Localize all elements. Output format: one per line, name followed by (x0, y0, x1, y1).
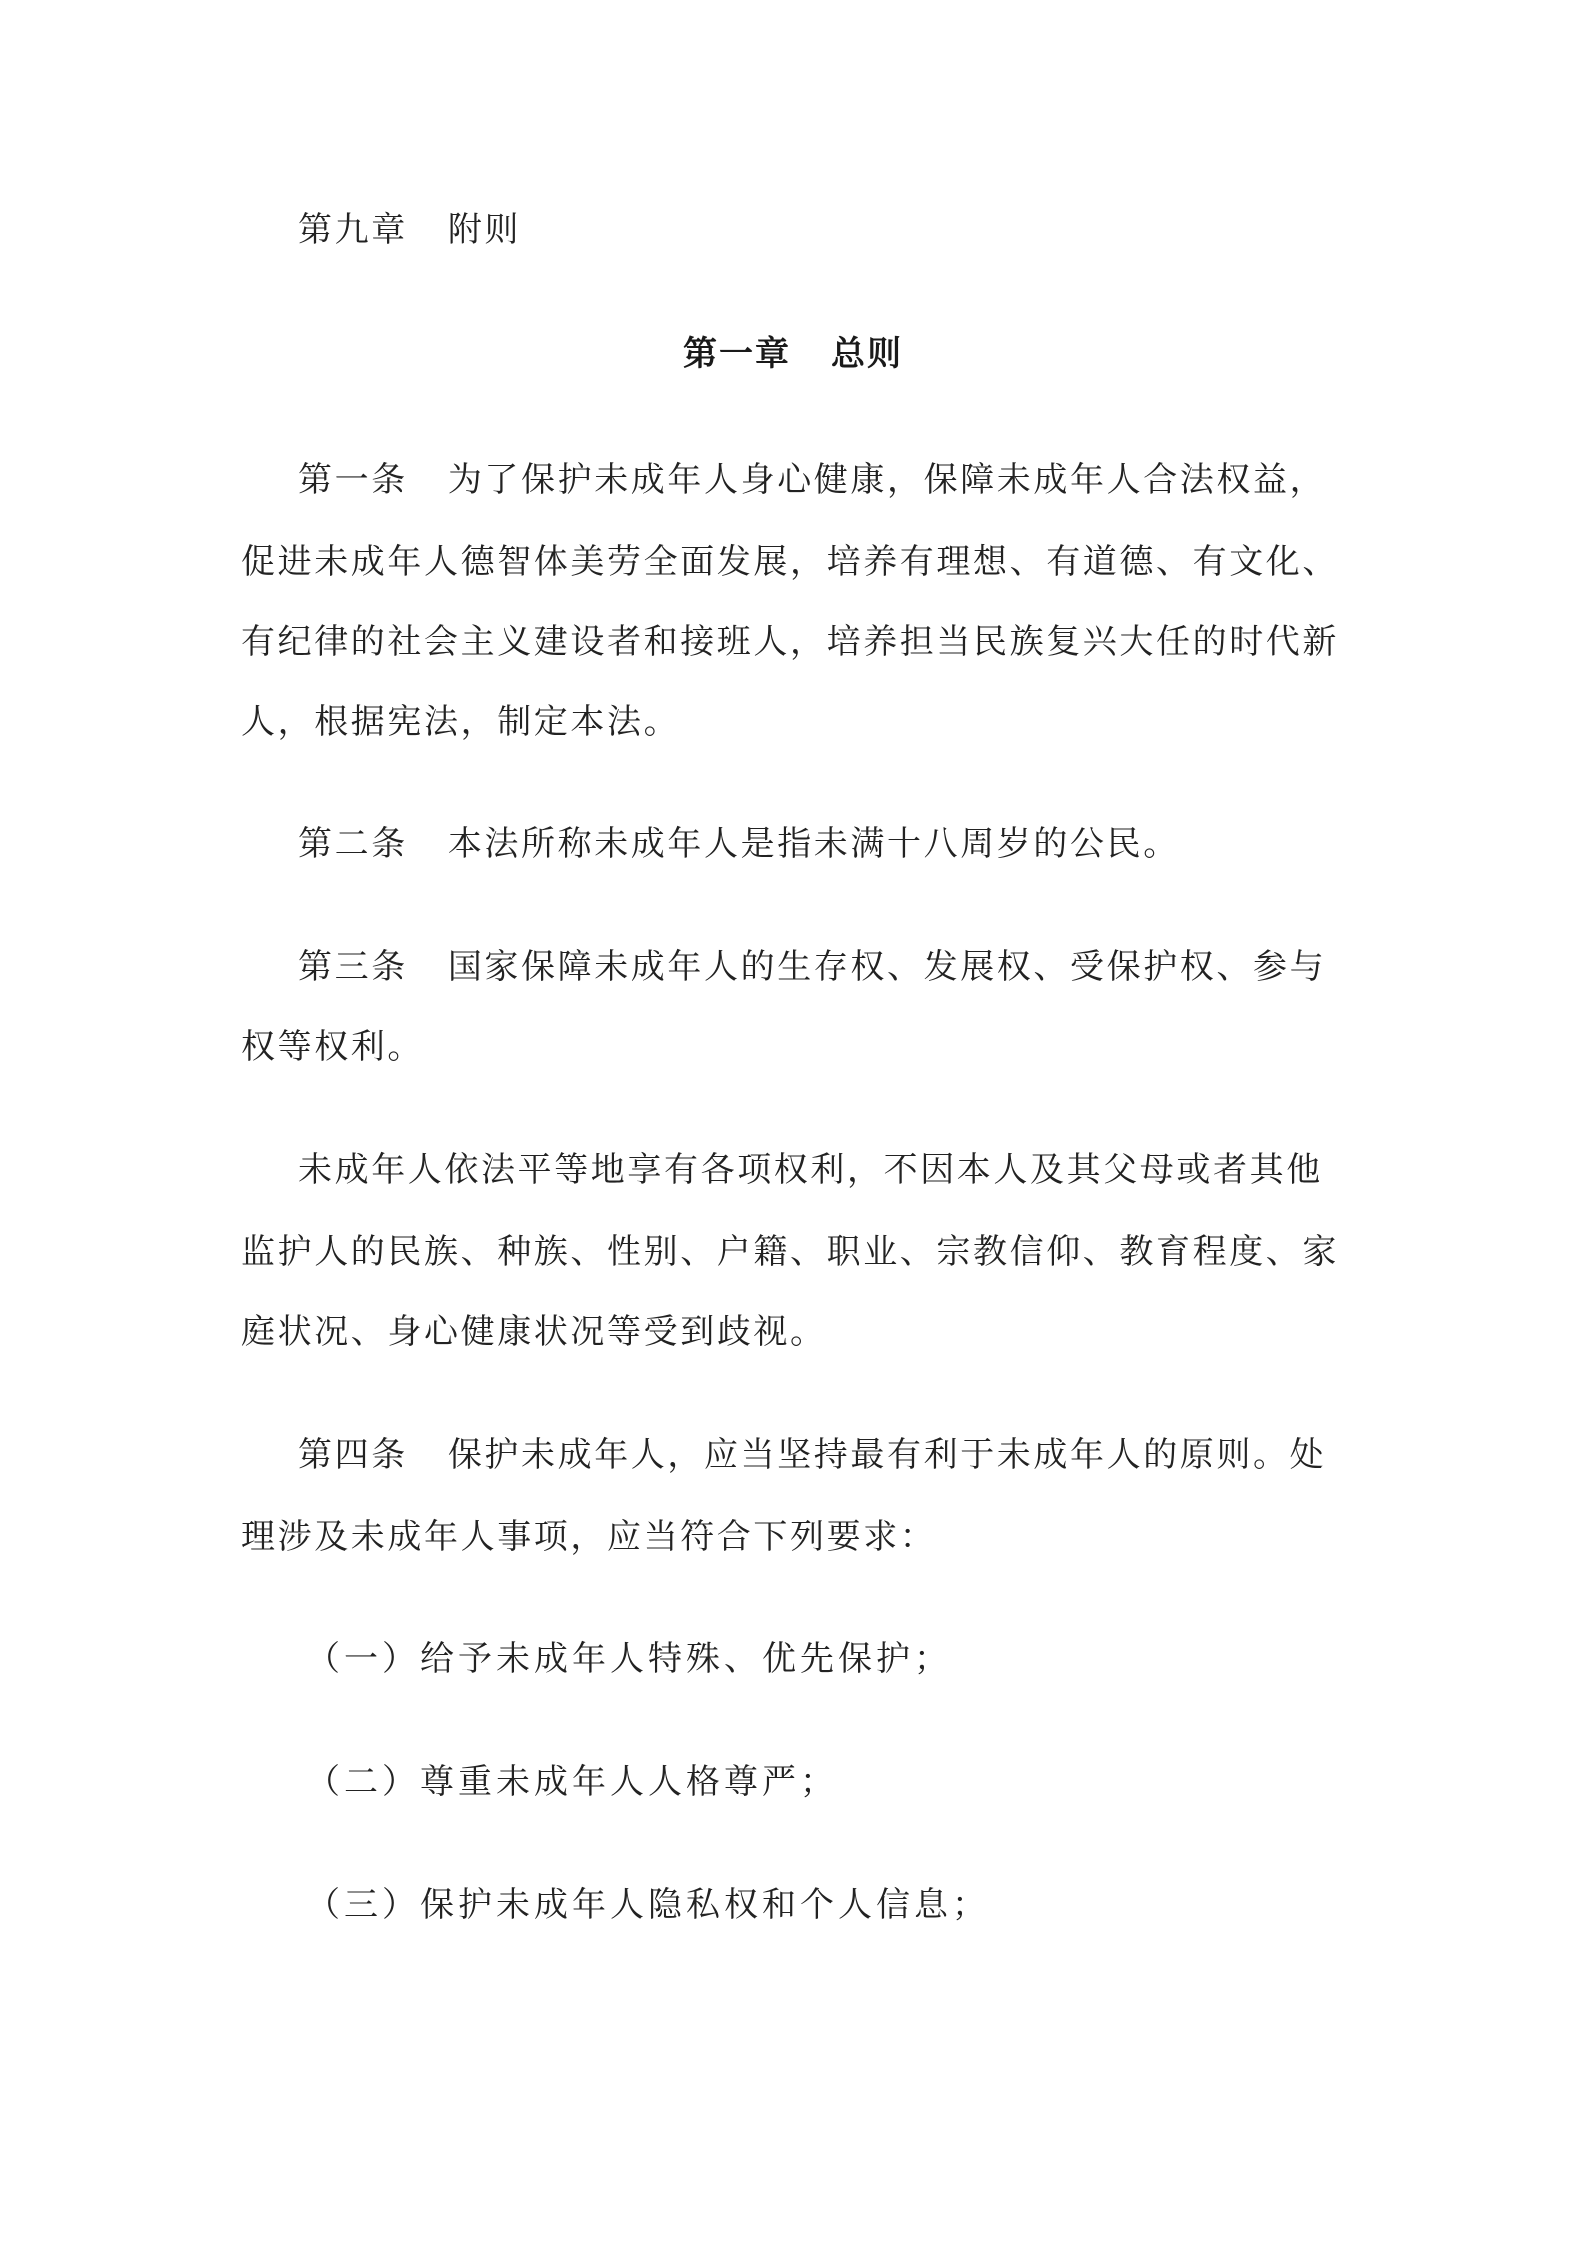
toc-entry-chapter-9 (298, 208, 1408, 252)
chapter-title: 总则 (831, 334, 903, 374)
toc-chapter-title: 附则 (447, 210, 522, 250)
list-item-2: （二）尊重未成年人人格尊严； (306, 1762, 838, 1802)
article-text: 国家保障未成年人的生存权、发展权、受保护权、参与 (447, 947, 1327, 987)
chapter-label: 第一章 (683, 334, 791, 374)
article-3-para-2-line-3: 庭状况、身心健康状况等受到歧视。 (241, 1312, 827, 1352)
article-1-line-2: 促进未成年人德智体美劳全面发展，培养有理想、有道德、有文化、 (241, 542, 1339, 582)
article-1-line-1 (298, 458, 1408, 502)
article-label: 第四条 (298, 1435, 408, 1475)
article-1-line-3: 有纪律的社会主义建设者和接班人，培养担当民族复兴大任的时代新 (241, 622, 1339, 662)
article-text: 为了保护未成年人身心健康，保障未成年人合法权益， (447, 460, 1327, 500)
chapter-heading (0, 332, 1586, 376)
article-2-line-1 (298, 822, 1408, 866)
article-3-line-1 (298, 945, 1408, 989)
list-item-3: （三）保护未成年人隐私权和个人信息； (306, 1885, 990, 1925)
article-label: 第二条 (298, 824, 408, 864)
article-4-line-2: 理涉及未成年人事项，应当符合下列要求： (241, 1517, 937, 1557)
article-3-para-2-line-2: 监护人的民族、种族、性别、户籍、职业、宗教信仰、教育程度、家 (241, 1232, 1339, 1272)
article-1-line-4: 人，根据宪法，制定本法。 (241, 702, 681, 742)
article-text: 保护未成年人，应当坚持最有利于未成年人的原则。处 (447, 1435, 1327, 1475)
article-label: 第三条 (298, 947, 408, 987)
article-3-line-2: 权等权利。 (241, 1027, 424, 1067)
article-4-line-1 (298, 1433, 1408, 1477)
list-item-1: （一）给予未成年人特殊、优先保护； (306, 1639, 952, 1679)
toc-chapter-label: 第九章 (298, 210, 408, 250)
article-3-para-2-line-1: 未成年人依法平等地享有各项权利，不因本人及其父母或者其他 (298, 1150, 1323, 1190)
article-label: 第一条 (298, 460, 408, 500)
article-text: 本法所称未成年人是指未满十八周岁的公民。 (447, 824, 1180, 864)
